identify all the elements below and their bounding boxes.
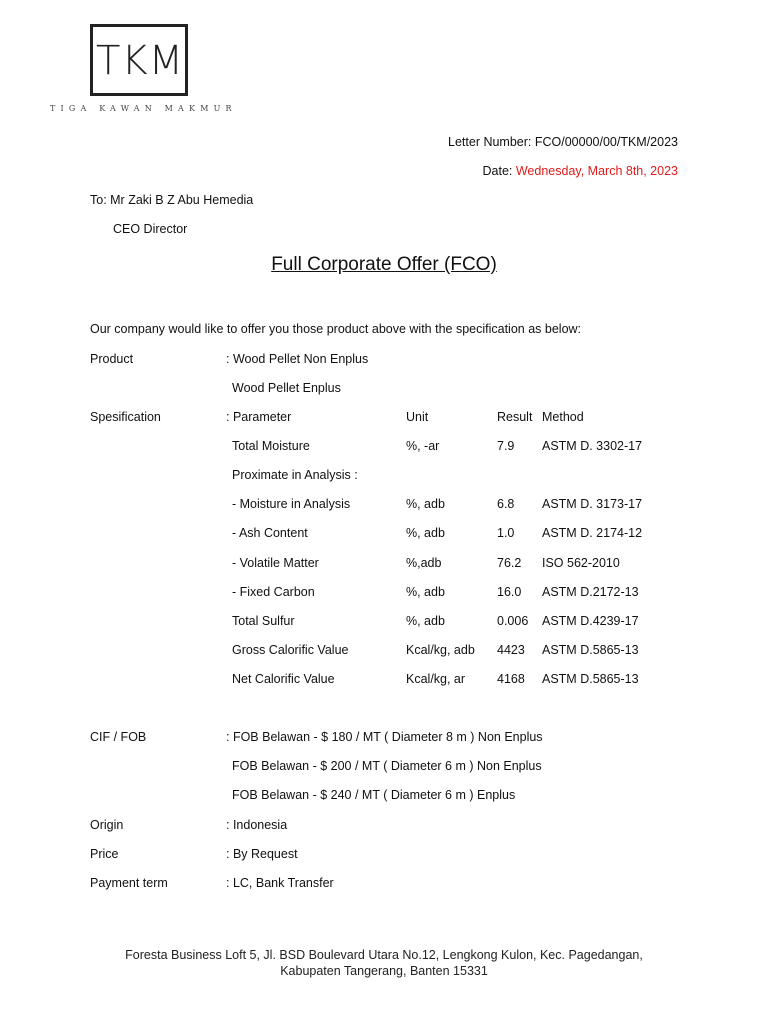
spec-parameter: - Moisture in Analysis	[232, 497, 351, 511]
spec-method: ASTM D.5865-13	[542, 672, 639, 686]
spec-result: 7.9	[497, 439, 515, 453]
spec-parameter: Net Calorific Value	[232, 672, 335, 686]
footer-address-line: Foresta Business Loft 5, Jl. BSD Boulevard Utara No.12, Lengkong Kulon, Kec. Pagedangan,	[125, 948, 643, 962]
spec-parameter: Total Moisture	[232, 439, 310, 453]
payment-term-value: : LC, Bank Transfer	[226, 876, 334, 890]
document-title: Full Corporate Offer (FCO)	[271, 254, 497, 275]
cif-fob-item: FOB Belawan - $ 240 / MT ( Diameter 6 m ) Enplus	[232, 788, 516, 802]
cif-fob-item: : FOB Belawan - $ 180 / MT ( Diameter 8 m ) Non Enplus	[226, 730, 543, 744]
date-label: Date:	[482, 164, 516, 178]
cif-fob-item: FOB Belawan - $ 200 / MT ( Diameter 6 m ) Non Enplus	[232, 759, 542, 773]
spec-method: ASTM D.5865-13	[542, 643, 639, 657]
spec-result: 76.2	[497, 556, 522, 570]
price-label: Price	[90, 847, 119, 861]
spec-method: ASTM D. 2174-12	[542, 526, 643, 540]
spec-method: ISO 562-2010	[542, 556, 620, 570]
spec-parameter: Total Sulfur	[232, 614, 295, 628]
spec-header-parameter: : Parameter	[226, 410, 292, 424]
spec-parameter: - Ash Content	[232, 526, 308, 540]
spec-method: ASTM D.4239-17	[542, 614, 639, 628]
intro-text: Our company would like to offer you those product above with the specification as below:	[90, 322, 582, 336]
company-logo: TKM	[96, 38, 185, 84]
spec-result: 1.0	[497, 526, 515, 540]
spec-unit: %, -ar	[406, 439, 440, 453]
spec-unit: %, adb	[406, 526, 445, 540]
footer-address-line: Kabupaten Tangerang, Banten 15331	[280, 964, 488, 978]
origin-value: : Indonesia	[226, 818, 288, 832]
specification-label: Spesification	[90, 410, 161, 424]
date-value: Wednesday, March 8th, 2023	[515, 164, 678, 178]
spec-unit: Kcal/kg, ar	[406, 672, 466, 686]
spec-method: ASTM D. 3302-17	[542, 439, 643, 453]
product-label: Product	[90, 352, 134, 366]
product-item: Wood Pellet Enplus	[232, 381, 341, 395]
spec-parameter: Gross Calorific Value	[232, 643, 349, 657]
spec-unit: %,adb	[406, 556, 442, 570]
spec-parameter: Proximate in Analysis :	[232, 468, 358, 482]
footer-address	[0, 947, 768, 979]
spec-result: 4423	[497, 643, 525, 657]
payment-term-label: Payment term	[90, 876, 168, 890]
spec-result: 4168	[497, 672, 525, 686]
spec-result: 16.0	[497, 585, 522, 599]
spec-unit: %, adb	[406, 614, 445, 628]
spec-unit: %, adb	[406, 585, 445, 599]
spec-header-method: Method	[542, 410, 584, 424]
spec-parameter: - Volatile Matter	[232, 556, 319, 570]
spec-parameter: - Fixed Carbon	[232, 585, 315, 599]
spec-header-unit: Unit	[406, 410, 429, 424]
spec-result: 6.8	[497, 497, 515, 511]
cif-fob-label: CIF / FOB	[90, 730, 147, 744]
spec-unit: Kcal/kg, adb	[406, 643, 475, 657]
spec-method: ASTM D. 3173-17	[542, 497, 643, 511]
origin-label: Origin	[90, 818, 124, 832]
spec-method: ASTM D.2172-13	[542, 585, 639, 599]
price-value: : By Request	[226, 847, 298, 861]
recipient-position: CEO Director	[113, 222, 188, 236]
company-tagline: TIGA KAWAN MAKMUR	[50, 104, 237, 113]
spec-result: 0.006	[497, 614, 529, 628]
recipient-name: To: Mr Zaki B Z Abu Hemedia	[90, 193, 254, 207]
letter-date	[483, 164, 679, 178]
product-item: : Wood Pellet Non Enplus	[226, 352, 369, 366]
spec-unit: %, adb	[406, 497, 445, 511]
spec-header-result: Result	[497, 410, 533, 424]
letter-number: Letter Number: FCO/00000/00/TKM/2023	[448, 135, 678, 149]
